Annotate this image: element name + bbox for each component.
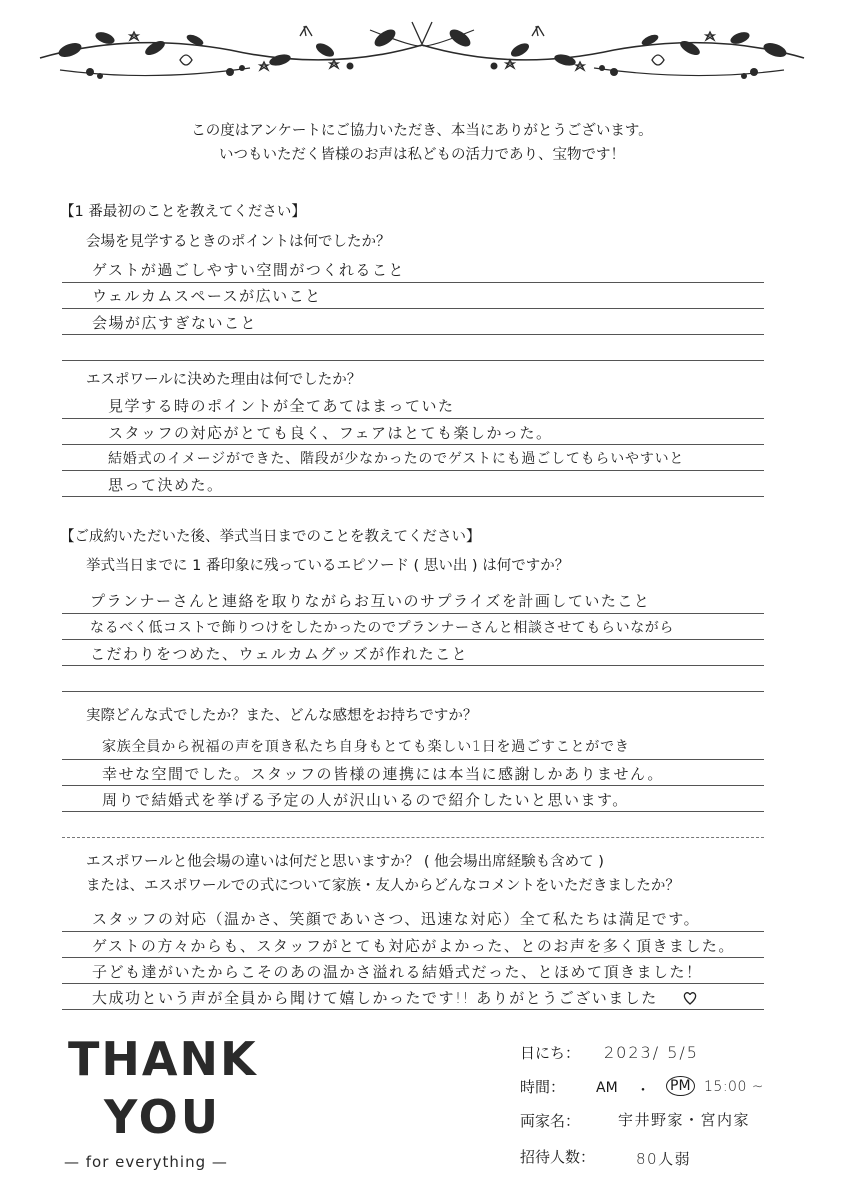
answer-line xyxy=(62,613,764,614)
answer-line xyxy=(62,957,764,958)
date-value: 2023/ 5/5 xyxy=(604,1043,699,1062)
time-label: 時間： xyxy=(520,1078,566,1096)
answer-line xyxy=(62,496,764,497)
answer-text: 見学する時のポイントが全てあてはまっていた xyxy=(108,397,455,415)
floral-garland-decoration xyxy=(30,10,814,90)
answer-line xyxy=(62,837,764,838)
family-name-label: 両家名： xyxy=(520,1112,581,1130)
time-pm-option-circled xyxy=(666,1076,695,1096)
answer-text: 幸せな空間でした。スタッフの皆様の連携には本当に感謝しかありません。 xyxy=(102,765,664,783)
heart-doodle-icon xyxy=(682,990,698,1006)
answer-line xyxy=(62,444,764,445)
answer-text: ゲストが過ごしやすい空間がつくれること xyxy=(92,261,405,279)
answer-text: こだわりをつめた、ウェルカムグッズが作れたこと xyxy=(90,645,469,663)
answer-line xyxy=(62,665,764,666)
answer-line xyxy=(62,360,764,361)
answer-text: スタッフの対応がとても良く、フェアはとても楽しかった。 xyxy=(108,424,553,442)
section-1-question-2: エスポワールに決めた理由は何でしたか？ xyxy=(86,372,362,388)
thank-you-line-2: YOU xyxy=(104,1090,222,1144)
answer-line xyxy=(62,931,764,932)
answer-text: 会場が広すぎないこと xyxy=(92,314,258,332)
intro-line-1: この度はアンケートにご協力いただき、本当にありがとうございます。 xyxy=(191,123,653,139)
guest-count-value: 80人弱 xyxy=(636,1150,692,1168)
section-2-heading: 【ご成約いただいた後、挙式当日までのことを教えてください】 xyxy=(60,529,481,545)
time-am-option: AM xyxy=(596,1080,618,1096)
family-name-value: 宇井野家・宮内家 xyxy=(618,1111,751,1129)
answer-text: 家族全員から祝福の声を頂き私たち自身もとても楽しい1日を過ごすことができ xyxy=(102,739,630,755)
section-2-question-3-line-1: エスポワールと他会場の違いは何だと思いますか？ ( 他会場出席経験も含めて ) xyxy=(86,854,604,870)
answer-text: スタッフの対応（温かさ、笑顔であいさつ、迅速な対応）全て私たちは満足です。 xyxy=(92,910,701,928)
section-1-question-1: 会場を見学するときのポイントは何でしたか？ xyxy=(86,234,391,250)
answer-line xyxy=(62,282,764,283)
answer-text: 思って決めた。 xyxy=(108,476,224,494)
answer-text: 大成功という声が全員から聞けて嬉しかったです!! ありがとうございました xyxy=(92,989,658,1007)
answer-line xyxy=(62,691,764,692)
answer-line xyxy=(62,1009,764,1010)
answer-line xyxy=(62,308,764,309)
answer-text: 結婚式のイメージができた、階段が少なかったのでゲストにも過ごしてもらいやすいと xyxy=(108,451,685,467)
answer-line xyxy=(62,811,764,812)
section-2-question-3-line-2: または、エスポワールでの式について家族・友人からどんなコメントをいただきましたか？ xyxy=(86,878,680,894)
answer-text: 子ども達がいたからこそのあの温かさ溢れる結婚式だった、とほめて頂きました！ xyxy=(92,963,703,981)
answer-line xyxy=(62,470,764,471)
time-separator: ・ xyxy=(636,1083,650,1099)
date-label: 日にち： xyxy=(520,1044,581,1062)
intro-line-2: いつもいただく皆様のお声は私どもの活力であり、宝物です！ xyxy=(219,147,625,163)
answer-text: ウェルカムスペースが広いこと xyxy=(92,287,322,305)
section-2-question-2: 実際どんな式でしたか？また、どんな感想をお持ちですか？ xyxy=(86,708,478,724)
section-1-heading: 【1 番最初のことを教えてください】 xyxy=(60,204,306,220)
answer-line xyxy=(62,983,764,984)
time-pm-option: PM xyxy=(666,1076,695,1096)
time-value: 15:00 ~ xyxy=(704,1079,765,1095)
answer-line xyxy=(62,639,764,640)
answer-text: 周りで結婚式を挙げる予定の人が沢山いるので紹介したいと思います。 xyxy=(102,791,629,809)
answer-line xyxy=(62,785,764,786)
answer-text: なるべく低コストで飾りつけをしたかったのでプランナーさんと相談させてもらいながら xyxy=(90,620,674,636)
answer-text: プランナーさんと連絡を取りながらお互いのサプライズを計画していたこと xyxy=(90,592,651,610)
answer-text: ゲストの方々からも、スタッフがとても対応がよかった、とのお声を多く頂きました。 xyxy=(92,937,735,955)
thank-you-line-1: THANK xyxy=(68,1032,258,1086)
intro-text xyxy=(0,119,844,167)
answer-line xyxy=(62,759,764,760)
thank-you-subtitle: — for everything — xyxy=(64,1153,228,1171)
guest-count-label: 招待人数： xyxy=(520,1148,596,1166)
answer-line xyxy=(62,334,764,335)
answer-line xyxy=(62,418,764,419)
section-2-question-1: 挙式当日までに 1 番印象に残っているエピソード ( 思い出 ) は何ですか？ xyxy=(86,558,570,574)
